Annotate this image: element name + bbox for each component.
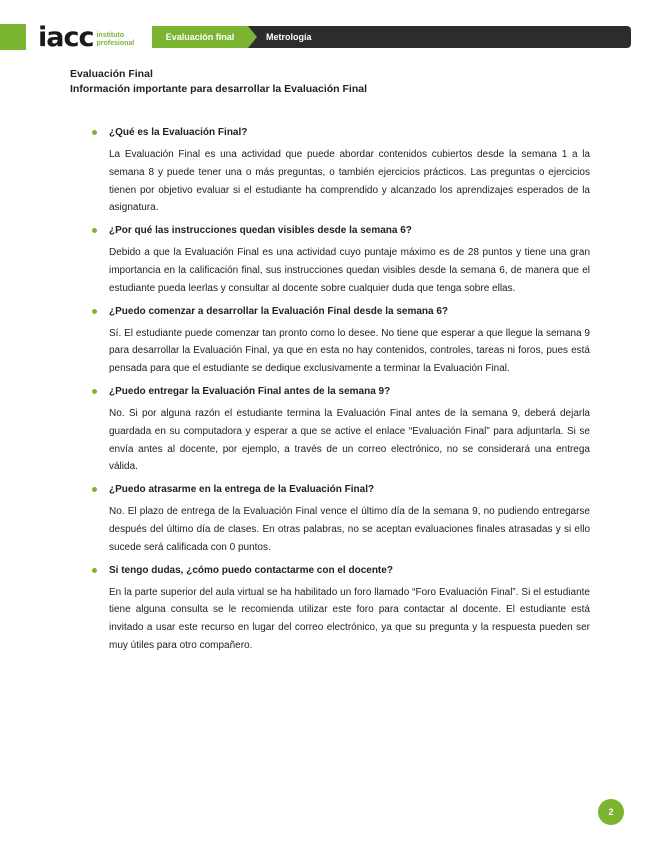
faq-question bbox=[92, 564, 590, 578]
faq-question bbox=[92, 305, 590, 319]
faq-item bbox=[92, 126, 590, 217]
faq-answer: Debido a que la Evaluación Final es una actividad cuyo puntaje máximo es de 28 puntos y tiene una gran importancia en la calificación final, sus instrucciones quedan visibles desde la semana 6, de manera que el estudiante pueda leerlas y consultar al docente sobre cualquier duda que tenga sobre ellas. bbox=[109, 247, 590, 294]
faq-list bbox=[92, 126, 590, 662]
page-title: Evaluación Final bbox=[70, 68, 153, 80]
faq-answer: No. El plazo de entrega de la Evaluación Final vence el último día de la semana 9, no pudiendo entregarse después del último día de clases. En otras palabras, no se aceptan evaluaciones finales atrasadas y si ello sucede será calificada con 0 puntos. bbox=[109, 506, 590, 553]
breadcrumb-arrow-icon bbox=[248, 26, 257, 48]
page-header bbox=[0, 22, 655, 53]
question-text: ¿Qué es la Evaluación Final? bbox=[109, 127, 248, 138]
faq-question bbox=[92, 483, 590, 497]
brand-square bbox=[0, 24, 26, 50]
page-subtitle: Información importante para desarrollar la Evaluación Final bbox=[70, 83, 367, 95]
bullet-icon bbox=[92, 389, 97, 394]
logo-sub-line-1: instituto bbox=[96, 32, 125, 39]
bullet-icon bbox=[92, 309, 97, 314]
question-text: ¿Puedo entregar la Evaluación Final antes de la semana 9? bbox=[109, 385, 391, 397]
faq-item bbox=[92, 564, 590, 655]
faq-answer: Sí. El estudiante puede comenzar tan pronto como lo desee. No tiene que esperar a que llegue la semana 9 para desarrollar la Evaluación Final, ya que en esta no hay contenidos, controles, tareas ni foros, pues está pensada para que el estudiante se dedique exclusivamente a terminar la Evaluación Final. bbox=[109, 327, 590, 375]
faq-question bbox=[92, 385, 590, 399]
page-number-badge: 2 bbox=[598, 799, 624, 825]
faq-answer: La Evaluación Final es una actividad que puede abordar contenidos cubiertos desde la semana 1 a la semana 8 y puede tener una o más preguntas, o también ejercicios prácticos. Las preguntas o ejercicios tienen por objetivo evaluar si el estudiante ha comprendido y alcanzado los aprendizajes esperados de la asignatura. bbox=[109, 149, 590, 214]
question-text: ¿Puedo atrasarme en la entrega de la Evaluación Final? bbox=[109, 484, 375, 496]
logo-wordmark: iacc bbox=[38, 22, 94, 53]
faq-item bbox=[92, 385, 590, 476]
breadcrumb-section: Evaluación final bbox=[152, 26, 248, 48]
iacc-logo bbox=[38, 22, 135, 53]
faq-question bbox=[92, 126, 590, 140]
faq-item bbox=[92, 483, 590, 556]
question-text: Si tengo dudas, ¿cómo puedo contactarme con el docente? bbox=[109, 564, 393, 576]
question-text: ¿Puedo comenzar a desarrollar la Evaluación Final desde la semana 6? bbox=[109, 305, 449, 317]
bullet-icon bbox=[92, 228, 97, 233]
document-heading bbox=[70, 67, 367, 97]
faq-item bbox=[92, 224, 590, 297]
faq-answer: No. Si por alguna razón el estudiante termina la Evaluación Final antes de la semana 9, deberá dejarla guardada en su computadora y esperar a que se active el enlace “Evaluación Final” para adjuntarla. Si se envía antes al docente, por ejemplo, a través de un correo electrónico, no se considerará una entrega válida. bbox=[109, 407, 590, 473]
faq-question bbox=[92, 224, 590, 238]
faq-item bbox=[92, 305, 590, 378]
bullet-icon bbox=[92, 568, 97, 573]
logo-subtitle bbox=[96, 32, 134, 48]
breadcrumb-course: Metrología bbox=[266, 32, 312, 42]
bullet-icon bbox=[92, 487, 97, 492]
bullet-icon bbox=[92, 130, 97, 135]
faq-answer: En la parte superior del aula virtual se ha habilitado un foro llamado “Foro Evaluación Final”. Si el estudiante tiene alguna consulta se le recomienda utilizar este foro para contactar al docente. El estudiante está invitado a usar este recurso en lugar del correo electrónico, ya que su pregunta y la respuesta pueden ser muy útiles para otro compañero. bbox=[109, 586, 590, 651]
logo-sub-line-2: profesional bbox=[96, 40, 135, 47]
question-text: ¿Por qué las instrucciones quedan visibles desde la semana 6? bbox=[109, 225, 412, 237]
